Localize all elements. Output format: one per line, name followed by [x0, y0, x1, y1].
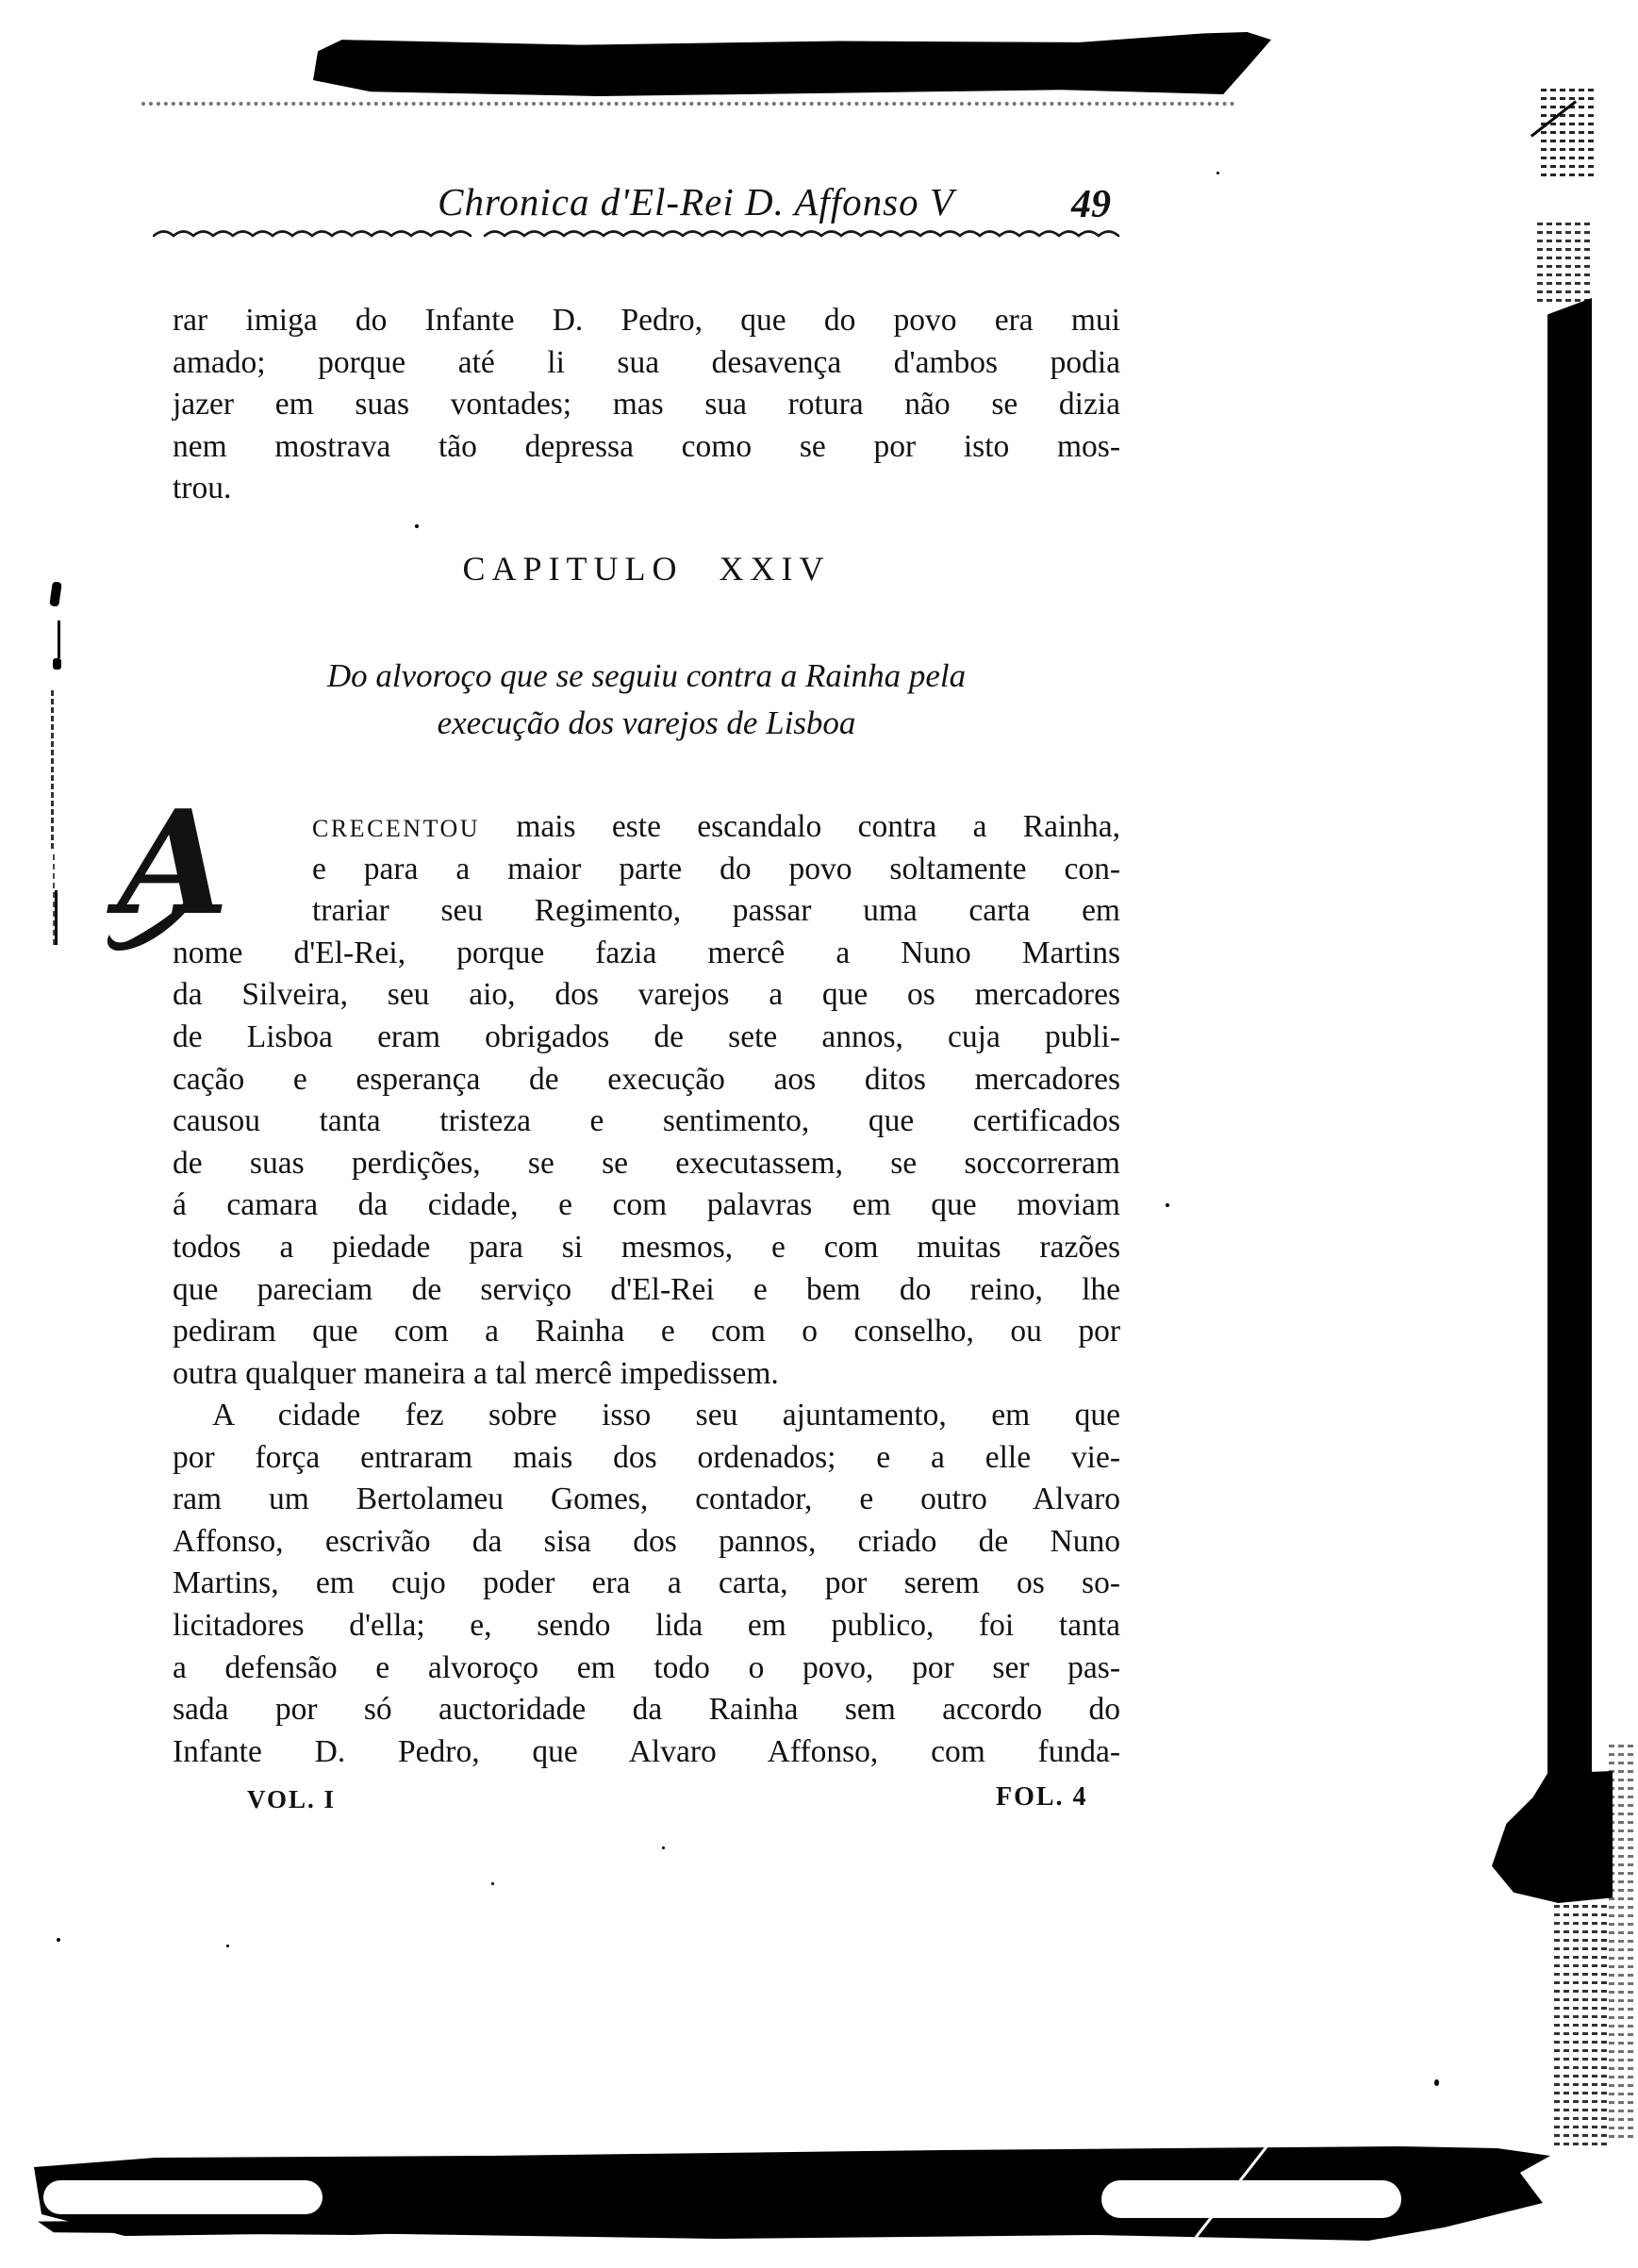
scan-artifact-speckle	[1537, 223, 1594, 304]
drop-cap-letter: A	[118, 778, 229, 947]
paragraph-2	[118, 778, 1120, 1395]
text-line: todos a piedade para si mesmos, e com muitas razões	[173, 1229, 1120, 1265]
text-line: á camara da cidade, e com palavras em que moviam	[173, 1187, 1120, 1223]
text-line: trariar seu Regimento, passar uma carta em	[312, 893, 1120, 929]
text-line: sada por só auctoridade da Rainha sem accordo do	[173, 1692, 1120, 1728]
text-line: ram um Bertolameu Gomes, contador, e outro Alvaro	[173, 1482, 1120, 1517]
speck-dot	[662, 1846, 665, 1849]
footer-volume: VOL. I	[247, 1785, 336, 1813]
margin-mark	[49, 581, 62, 606]
text-line: de Lisboa eram obrigados de sete annos, cuja publi-	[173, 1018, 1120, 1054]
text-line: de suas perdições, se se executassem, se soccorreram	[173, 1145, 1120, 1181]
text-line: licitadores d'ella; e, sendo lida em publico, foi tanta	[173, 1607, 1120, 1643]
text-line: Martins, em cujo poder era a carta, por serem os so-	[173, 1565, 1120, 1601]
speck-dot	[1434, 2079, 1439, 2086]
scan-artifact-speckle	[1609, 1745, 1635, 2141]
speck-dot	[1166, 1203, 1169, 1207]
margin-mark	[51, 690, 54, 849]
paragraph-1	[173, 300, 1120, 510]
chapter-heading: CAPITULO XXIV	[462, 550, 831, 588]
text-line: rar imiga do Infante D. Pedro, que do povo era mui	[173, 303, 1120, 338]
text-line: cação e esperança de execução aos ditos mercadores	[173, 1061, 1120, 1097]
scan-artifact-white-notch	[43, 2180, 323, 2214]
text-line: que pareciam de serviço d'El-Rei e bem do reino, lhe	[173, 1271, 1120, 1307]
text-line: a defensão e alvoroço em todo o povo, por ser pas-	[173, 1649, 1120, 1685]
scan-artifact-top-smear	[141, 96, 1235, 106]
subtitle-line: Do alvoroço que se seguiu contra a Rainha pela	[326, 657, 967, 694]
text-line: trou.	[173, 471, 232, 506]
scan-artifact-top-bar	[313, 32, 1271, 96]
speck-dot	[57, 1938, 60, 1942]
drop-cap-initial	[118, 778, 250, 961]
margin-mark	[58, 621, 60, 658]
text-line: da Silveira, seu aio, dos varejos a que os mercadores	[173, 977, 1120, 1013]
speck-dot	[534, 87, 538, 91]
wavy-rule	[153, 227, 1120, 248]
text-line: e para a maior parte do povo soltamente con-	[312, 851, 1120, 886]
lead-small-caps: CRECENTOU	[312, 815, 481, 842]
speck-dot	[491, 1882, 494, 1885]
subtitle-line: execução dos varejos de Lisboa	[437, 704, 856, 741]
speck-dot	[415, 524, 419, 528]
text-line: jazer em suas vontades; mas sua rotura não se dizia	[173, 387, 1120, 422]
text-line: outra qualquer maneira a tal mercê impedissem.	[173, 1355, 779, 1391]
drop-cap-flourish	[105, 893, 203, 959]
scan-artifact-speckle	[1541, 89, 1596, 181]
text-line: Affonso, escrivão da sisa dos pannos, criado de Nuno	[173, 1523, 1120, 1559]
text-line: nem mostrava tão depressa como se por isto mos-	[173, 428, 1120, 464]
chapter-subtitle	[173, 653, 1120, 747]
footer-folio: FOL. 4	[996, 1782, 1088, 1812]
page-number: 49	[1071, 183, 1111, 226]
text-line: A cidade fez sobre isso seu ajuntamento, em que	[212, 1398, 1120, 1432]
text-line: Infante D. Pedro, que Alvaro Affonso, com funda-	[173, 1733, 1120, 1769]
running-head-title: Chronica d'El-Rei D. Affonso V	[438, 180, 954, 223]
text-line: por força entraram mais dos ordenados; e a elle vie-	[173, 1439, 1120, 1475]
text-line: amado; porque até li sua desavença d'ambos podia	[173, 344, 1120, 380]
text-line: causou tanta tristeza e sentimento, que certificados	[173, 1103, 1120, 1139]
speck-dot	[1216, 172, 1219, 174]
margin-mark	[53, 658, 61, 670]
text-line-rest: mais este escandalo contra a Rainha,	[480, 809, 1120, 844]
scan-artifact-white-notch	[1101, 2180, 1401, 2218]
scan-artifact-right-bar	[1547, 298, 1592, 1794]
text-line	[312, 806, 1120, 849]
margin-mark	[55, 890, 58, 945]
speck-dot	[226, 1945, 229, 1947]
text-line: nome d'El-Rei, porque fazia mercê a Nuno Martins	[173, 935, 1120, 970]
scan-artifact-right-blob	[1492, 1771, 1613, 1903]
text-line: pediram que com a Rainha e com o conselho, ou por	[173, 1314, 1120, 1349]
scan-artifact-speckle	[1554, 1905, 1607, 2148]
paragraph-3	[173, 1395, 1120, 1773]
